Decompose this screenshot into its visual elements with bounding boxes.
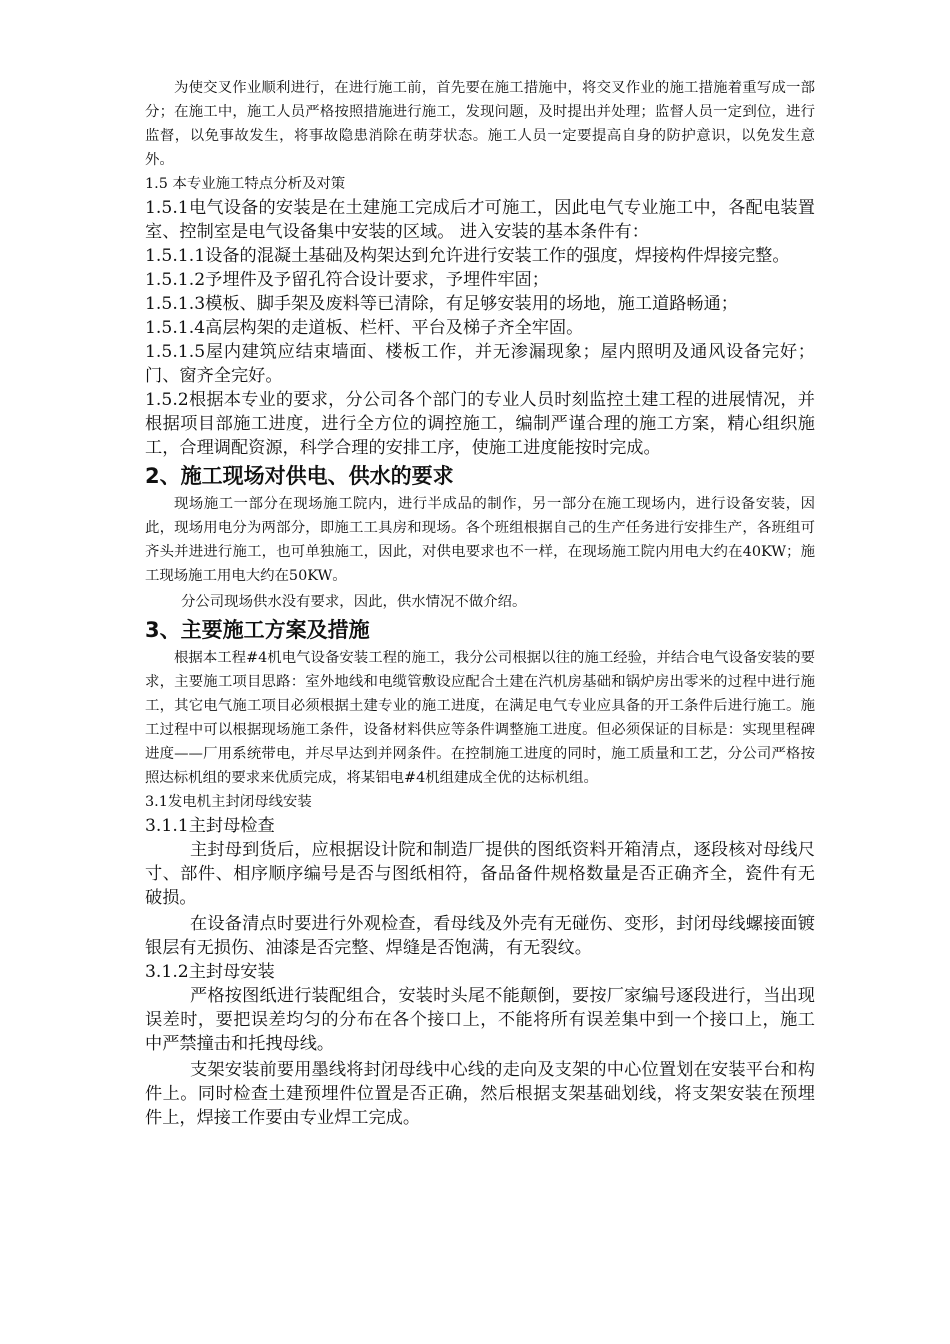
paragraph-water-supply: 分公司现场供水没有要求，因此，供水情况不做介绍。 <box>181 594 527 610</box>
paragraph-1-5-1-2: 1.5.1.2予埋件及予留孔符合设计要求，予埋件牢固； <box>145 270 549 290</box>
section-heading-3-1-2: 3.1.2主封母安装 <box>145 962 275 982</box>
document-page <box>145 76 815 1130</box>
paragraph-visual-check: 在设备清点时要进行外观检查，看母线及外壳有无碰伤、变形，封闭母线螺接面镀银层有无损伤、油漆是否完整、焊缝是否饱满，有无裂纹。 <box>145 914 815 958</box>
paragraph-cross-work: 为使交叉作业顺利进行，在进行施工前，首先要在施工措施中，将交叉作业的施工措施着重写成一部分；在施工中，施工人员严格按照措施进行施工，发现问题，及时提出并处理；监督人员一定到位，进行监督，以免事故发生，将事故隐患消除在萌芽状态。施工人员一定要提高自身的防护意识，以免发生意外。 <box>145 80 815 168</box>
section-heading-3-1-1: 3.1.1主封母检查 <box>145 816 275 836</box>
paragraph-1-5-1-1: 1.5.1.1设备的混凝土基础及构架达到允许进行安装工作的强度，焊接构件焊接完整。 <box>145 246 790 266</box>
paragraph-1-5-2: 1.5.2根据本专业的要求，分公司各个部门的专业人员时刻监控土建工程的进展情况，并根据项目部施工进度，进行全方位的调控施工，编制严谨合理的施工方案，精心组织施工，合理调配资源，科学合理的安排工序，使施工进度能按时完成。 <box>145 390 815 458</box>
paragraph-1-5-1-4: 1.5.1.4高层构架的走道板、栏杆、平台及梯子齐全牢固。 <box>145 318 584 338</box>
section-heading-1-5: 1.5 本专业施工特点分析及对策 <box>145 176 346 192</box>
paragraph-1-5-1-3: 1.5.1.3模板、脚手架及废料等已清除，有足够安装用的场地，施工道路畅通； <box>145 294 738 314</box>
paragraph-1-5-1-5: 1.5.1.5屋内建筑应结束墙面、楼板工作，并无渗漏现象；屋内照明及通风设备完好；门、窗齐全完好。 <box>145 342 815 386</box>
paragraph-construction-plan: 根据本工程#4机电气设备安装工程的施工，我分公司根据以往的施工经验，并结合电气设备安装的要求，主要施工项目思路：室外地线和电缆管敷设应配合土建在汽机房基础和锅炉房出零米的过程中进行施工，其它电气施工项目必须根据土建专业的施工进度，在满足电气专业应具备的开工条件后进行施工。施工过程中可以根据现场施工条件，设备材料供应等条件调整施工进度。但必须保证的目标是：实现里程碑进度——厂用系统带电，并尽早达到并网条件。在控制施工进度的同时，施工质量和工艺，分公司严格按照达标机组的要求来优质完成，将某铝电#4机组建成全优的达标机组。 <box>145 650 815 786</box>
paragraph-power-supply: 现场施工一部分在现场施工院内，进行半成品的制作，另一部分在施工现场内，进行设备安装，因此，现场用电分为两部分，即施工工具房和现场。各个班组根据自己的生产任务进行安排生产，各班组可齐头并进进行施工，也可单独施工，因此，对供电要求也不一样，在现场施工院内用电大约在40KW；施工现场施工用电大约在50KW。 <box>145 496 815 584</box>
section-heading-3-1: 3.1发电机主封闭母线安装 <box>145 794 312 810</box>
section-heading-2: 2、施工现场对供电、供水的要求 <box>145 464 454 488</box>
paragraph-1-5-1: 1.5.1电气设备的安装是在土建施工完成后才可施工，因此电气专业施工中，各配电装置室、控制室是电气设备集中安装的区域。 进入安装的基本条件有： <box>145 198 815 242</box>
paragraph-bracket-installation: 支架安装前要用墨线将封闭母线中心线的走向及支架的中心位置划在安装平台和构件上。同时检查土建预埋件位置是否正确，然后根据支架基础划线，将支架安装在预埋件上，焊接工作要由专业焊工完成。 <box>145 1060 815 1128</box>
paragraph-busbar-installation: 严格按图纸进行装配组合，安装时头尾不能颠倒，要按厂家编号逐段进行，当出现误差时，要把误差均匀的分布在各个接口上，不能将所有误差集中到一个接口上，施工中严禁撞击和托拽母线。 <box>145 986 815 1054</box>
paragraph-busbar-inspection: 主封母到货后，应根据设计院和制造厂提供的图纸资料开箱清点，逐段核对母线尺寸、部件、相序顺序编号是否与图纸相符，备品备件规格数量是否正确齐全，瓷件有无破损。 <box>145 840 815 908</box>
section-heading-3: 3、主要施工方案及措施 <box>145 618 370 642</box>
